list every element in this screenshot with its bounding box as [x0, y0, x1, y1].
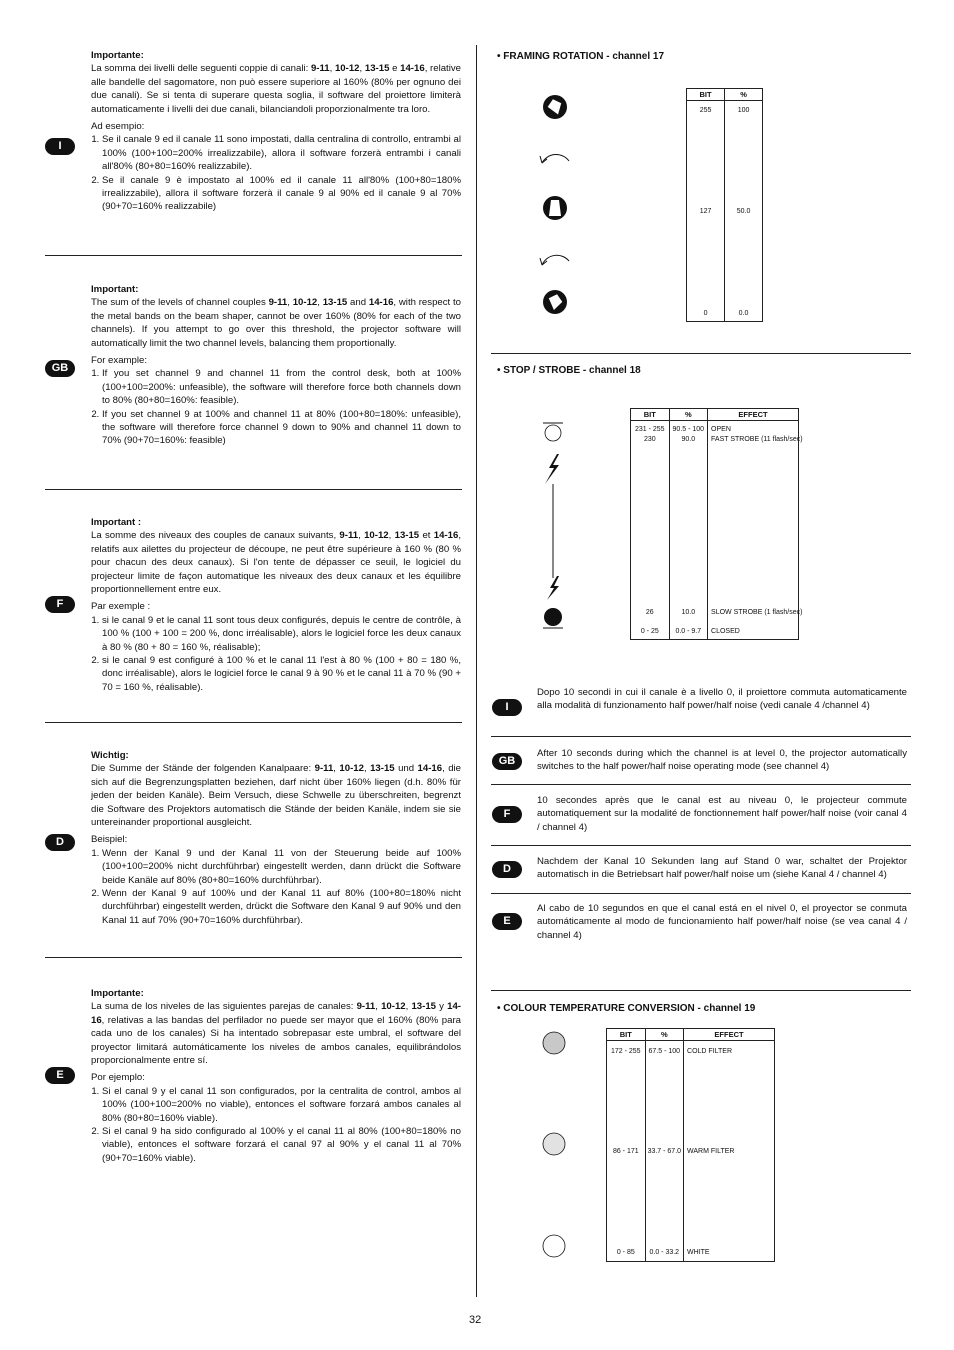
channel-pair: 9-11: [356, 1001, 376, 1013]
effect-value: CLOSED: [711, 628, 740, 635]
text-segment: The sum of the levels of channel couples: [91, 297, 269, 309]
rotate-right-shutter-icon: [543, 95, 567, 119]
note-text: Nachdem der Kanal 10 Sekunden lang auf Stand 0 war, schaltet der Projektor automatisch in die Betriebsart half power/half noise um (siehe Kanal 4 / channel 4): [537, 856, 907, 881]
example-list: [91, 367, 461, 447]
bit-value: 0: [703, 310, 708, 317]
stop-strobe-table: [630, 408, 803, 640]
percent-value: 90.0: [681, 436, 696, 443]
note-title: Wichtig:: [91, 750, 129, 761]
counterclockwise-arrow-icon: [540, 155, 569, 163]
text-segment: La somme des niveaux des couples de canaux suivants,: [91, 530, 340, 542]
note-title: Important:: [91, 284, 139, 295]
rotate-left-shutter-icon: [543, 290, 567, 314]
divider: [491, 845, 911, 846]
list-item: 1. Si el canal 9 y el canal 11 son configurados, por la centralita de control, ambos al 100% (100+100=200% no viable), entonces el software forzará ambos canales al 80% (80+80=160% viable).: [102, 1085, 461, 1125]
effect-value: COLD FILTER: [687, 1048, 733, 1055]
text-segment: , with respect to the metal bands on the beam shaper, cannot be over 160% (80% for each of the two channels). If you attempt to go over this threshold, the projector software will automatically limit the two channel levels, balancing them proportionally.: [91, 297, 461, 349]
shutter-neutral-icon: [543, 196, 567, 220]
channel-pair: 14-16: [91, 1001, 461, 1026]
bit-value: 231 - 255: [634, 426, 665, 433]
channel-pair: 10-12: [334, 63, 360, 75]
colour-temperature-title: • COLOUR TEMPERATURE CONVERSION - channel 19: [497, 1003, 756, 1014]
percent-value: 100: [737, 107, 750, 114]
note-paragraph: [91, 529, 461, 596]
bit-value: 26: [645, 609, 654, 616]
percent-value: 0.0 - 9.7: [675, 628, 702, 635]
effect-value: SLOW STROBE (1 flash/sec): [711, 609, 803, 616]
list-item: 1. Wenn der Kanal 9 und der Kanal 11 von der Steuerung beide auf 100% (100+100=200% nicht durchführbar) eingestellt werden, dann drückt die Software beide Kanäle auf 80% (80+80=160% durchführbar).: [102, 847, 461, 887]
percent-value: 33.7 - 67.0: [647, 1148, 682, 1155]
language-badge: D: [492, 861, 522, 878]
divider: [45, 255, 462, 256]
language-badge: F: [45, 596, 75, 613]
channel-pair: 13-15: [322, 297, 348, 309]
channel-pair: 9-11: [268, 297, 288, 309]
divider: [491, 736, 911, 737]
column-header: BIT: [631, 409, 670, 421]
list-item: 2. Wenn der Kanal 9 auf 100% und der Kanal 11 auf 80% (100+80=180% nicht durchführbar) eingestellt werden, drückt die Software den Kanal 9 auf 90% und den Kanal 11 auf 70% (90+70=160% durchführbar).: [102, 887, 461, 927]
colour-filter-icons: [540, 1028, 570, 1260]
divider: [491, 990, 911, 991]
text-segment: , relatifs aux ailettes du projecteur de découpe, ne peut être supérieure à 160 % (80 % pour chacun des deux canaux). Si l'on tente de dépasser ce seuil, le logiciel du projecteur limite de façon automatique les niveaux des deux canaux et les équilibre proportionnellement entre eux.: [91, 530, 461, 596]
white-filter-icon: [543, 1235, 565, 1257]
bit-value: 230: [643, 436, 656, 443]
channel-pair: 14-16: [433, 530, 459, 542]
slow-strobe-lightning-icon: [547, 576, 559, 600]
note-text: Dopo 10 secondi in cui il canale è a livello 0, il proiettore commuta automaticamente alla modalità di funzionamento half power/half noise (vedi canale 4 /channel 4): [537, 687, 907, 712]
note-text: After 10 seconds during which the channel is at level 0, the projector automatically switches to the half power/half noise operating mode (see channel 4): [537, 748, 907, 773]
channel-pair: 10-12: [292, 297, 318, 309]
divider: [491, 353, 911, 354]
list-item: 2. Se il canale 9 è impostato al 100% ed il canale 11 all'80% (100+80=180% irrealizzabile), allora il software forzerà il canale 9 al 90% ed il canale 9 al 70% (90+70=160% realizzabile): [102, 174, 461, 214]
column-header: BIT: [687, 89, 725, 101]
channel-pair: 10-12: [339, 763, 364, 775]
channel-pair: 10-12: [364, 530, 389, 542]
bit-value: 0 - 85: [616, 1249, 635, 1256]
text-segment: e: [389, 63, 401, 75]
stop-strobe-title: • STOP / STROBE - channel 18: [497, 365, 641, 376]
text-segment: ,: [333, 763, 340, 775]
note-block-it: [91, 49, 461, 214]
percent-value: 67.5 - 100: [648, 1048, 681, 1055]
bit-value: 172 - 255: [610, 1048, 641, 1055]
divider: [491, 893, 911, 894]
effect-value: FAST STROBE (11 flash/sec): [711, 436, 803, 443]
language-badge: I: [492, 699, 522, 716]
note-block-fr: [91, 516, 461, 694]
column-header: %: [645, 1029, 683, 1041]
list-item: 2. If you set channel 9 at 100% and channel 11 at 80% (100+80=180%: unfeasible), the software will therefore force channel 9 down to 90% and channel 11 down to 70% (90+70=160%: feasible): [102, 408, 461, 448]
list-item: 1. Se il canale 9 ed il canale 11 sono impostati, dalla centralina di controllo, entrambi al 100% (100+100=200% irrealizzabile), allora il software forzerà entrambi i canali all'80% (80+80=160% realizzabile).: [102, 133, 461, 173]
channel-pair: 13-15: [370, 763, 395, 775]
text-segment: ,: [317, 297, 323, 309]
text-segment: and: [347, 297, 369, 309]
effect-value: WARM FILTER: [687, 1148, 735, 1155]
column-header: %: [669, 409, 707, 421]
text-segment: ,: [375, 1001, 382, 1013]
example-label: Por ejemplo:: [91, 1072, 145, 1084]
divider: [45, 489, 462, 490]
note-text: Al cabo de 10 segundos en que el canal está en el nivel 0, el proyector se conmuta automáticamente al modo de funcionamiento half power/half noise (se vea canal 4 / channel 4): [537, 903, 907, 941]
percent-value: 0.0: [738, 310, 749, 317]
note-block-es: [91, 987, 461, 1165]
note-title: Importante:: [91, 988, 144, 999]
language-badge: E: [492, 913, 522, 930]
text-segment: et: [419, 530, 434, 542]
note-title: Important :: [91, 517, 142, 528]
note-paragraph: [91, 1000, 461, 1067]
list-item: 2. si le canal 9 est configuré à 100 % et le canal 11 l'est à 80 % (100 + 80 = 180 %, donc irréalisable), alors le logiciel force le canal 9 à 90 % et le canal 11 à 70 % (90 + 70 = 160 %, réalisable).: [102, 654, 461, 694]
text-segment: Die Summe der Stände der folgenden Kanalpaare:: [91, 763, 315, 775]
framing-rotation-icons: [530, 85, 580, 325]
fast-strobe-lightning-icon: [545, 454, 559, 484]
channel-pair: 9-11: [310, 63, 330, 75]
text-segment: , relative alle bandelle del sagomatore, non può essere superiore al 160% (80% per ognuno dei due canali). Se si tenta di superare questa soglia, il software del proiettore limiterà automaticamente i livelli dei due canali, bilanciandoli proporzionalmente tra loro.: [91, 63, 461, 115]
percent-value: 50.0: [736, 208, 751, 215]
text-segment: y: [436, 1001, 448, 1013]
note-text: 10 secondes après que le canal est au niveau 0, le projecteur commute automatiquement sur la modalité de fonctionnement half power/half noise (voir canal 4 / channel 4): [537, 795, 907, 833]
text-segment: La somma dei livelli delle seguenti coppie di canali:: [91, 63, 311, 75]
strobe-icons: [535, 418, 571, 630]
example-list: [91, 133, 461, 213]
example-label: Par exemple :: [91, 601, 151, 613]
percent-value: 0.0 - 33.2: [649, 1249, 680, 1256]
column-separator: [476, 45, 477, 1297]
channel-pair: 13-15: [394, 530, 420, 542]
column-header: EFFECT: [708, 409, 799, 421]
page-number: 32: [469, 1314, 482, 1326]
list-item: 1. If you set channel 9 and channel 11 from the control desk, both at 100% (100+100=200%: unfeasible), the software will therefore force both channels down to 80% (80+80=160%: feasible).: [102, 367, 461, 407]
note-title: Importante:: [91, 50, 144, 61]
divider: [45, 722, 462, 723]
divider: [45, 957, 462, 958]
column-header: BIT: [607, 1029, 646, 1041]
text-segment: und: [394, 763, 418, 775]
channel-pair: 14-16: [417, 763, 443, 775]
channel-pair: 13-15: [364, 63, 390, 75]
bit-value: 86 - 171: [612, 1148, 639, 1155]
text-segment: ,: [329, 63, 335, 75]
note-paragraph: [91, 296, 461, 350]
warm-filter-icon: [543, 1133, 565, 1155]
note-block-gb: [91, 283, 461, 448]
note-block-de: [91, 749, 461, 927]
example-label: Beispiel:: [91, 834, 128, 846]
framing-rotation-table: [686, 88, 763, 322]
example-label: For example:: [91, 355, 147, 367]
example-list: [91, 847, 461, 927]
counterclockwise-arrow-icon: [540, 255, 569, 265]
percent-value: 90.5 - 100: [672, 426, 705, 433]
colour-temperature-table: [606, 1028, 775, 1262]
text-segment: ,: [358, 530, 365, 542]
language-badge: GB: [492, 753, 522, 770]
text-segment: ,: [363, 763, 371, 775]
note-paragraph: [91, 62, 461, 116]
text-segment: ,: [359, 63, 365, 75]
divider: [491, 784, 911, 785]
note-paragraph: [91, 762, 461, 829]
channel-pair: 9-11: [339, 530, 359, 542]
channel-pair: 14-16: [400, 63, 425, 75]
language-badge: E: [45, 1067, 75, 1084]
text-segment: , relativas a las bandas del perfilador no puede ser mayor que el 160% (80% para cada uno de los canales) Si ha intentado sobrepasar este umbral, el software del proyector limitará automáticamente los niveles de ambos canales, equilibrándolos proporcionalmente entre sí.: [91, 1014, 461, 1067]
closed-circle-icon: [544, 608, 562, 626]
language-badge: F: [492, 806, 522, 823]
text-segment: La suma de los niveles de las siguientes parejas de canales:: [91, 1001, 357, 1013]
percent-value: 10.0: [681, 609, 696, 616]
list-item: 2. Si el canal 9 ha sido configurado al 100% y el canal 11 al 80% (100+80=180% no viable), entonces el software forzará el canal 97 al 90% y el canal 11 al 70% (90+70=160% viable).: [102, 1125, 461, 1165]
channel-pair: 14-16: [368, 297, 394, 309]
text-segment: ,: [287, 297, 293, 309]
effect-value: OPEN: [711, 426, 731, 433]
channel-pair: 9-11: [314, 763, 334, 775]
example-list: [91, 1085, 461, 1165]
language-badge: I: [45, 138, 75, 155]
channel-pair: 13-15: [411, 1001, 437, 1013]
column-header: %: [725, 89, 763, 101]
bit-value: 127: [699, 208, 712, 215]
effect-value: WHITE: [687, 1249, 710, 1256]
example-label: Ad esempio:: [91, 121, 145, 133]
example-list: [91, 614, 461, 694]
bit-value: 255: [699, 107, 712, 114]
framing-rotation-title: • FRAMING ROTATION - channel 17: [497, 51, 665, 62]
bit-value: 0 - 25: [640, 628, 659, 635]
channel-pair: 10-12: [381, 1001, 406, 1013]
cold-filter-icon: [543, 1032, 565, 1054]
language-badge: D: [45, 834, 75, 851]
text-segment: ,: [388, 530, 395, 542]
column-header: EFFECT: [684, 1029, 775, 1041]
list-item: 1. si le canal 9 et le canal 11 sont tous deux configurés, depuis le centre de contrôle, à 100 % (100 + 100 = 200 %, donc irréalisable), alors le logiciel force les deux canaux à 80 % (80 + 80 = 160 %, réalisable);: [102, 614, 461, 654]
text-segment: , die sich auf die Begrenzungsplatten beziehen, darf nicht über 160% liegen (d.h. 80% für jeden der beiden Kanäle). Beim Versuch, diese Schwelle zu überschreiten, begrenzt die Software des Projektors automatisch die Stände der beiden Kanäle, indem sie sie untereinander proportional ausgleicht.: [91, 763, 461, 829]
text-segment: ,: [405, 1001, 412, 1013]
open-circle-icon: [545, 425, 561, 441]
language-badge: GB: [45, 360, 75, 377]
